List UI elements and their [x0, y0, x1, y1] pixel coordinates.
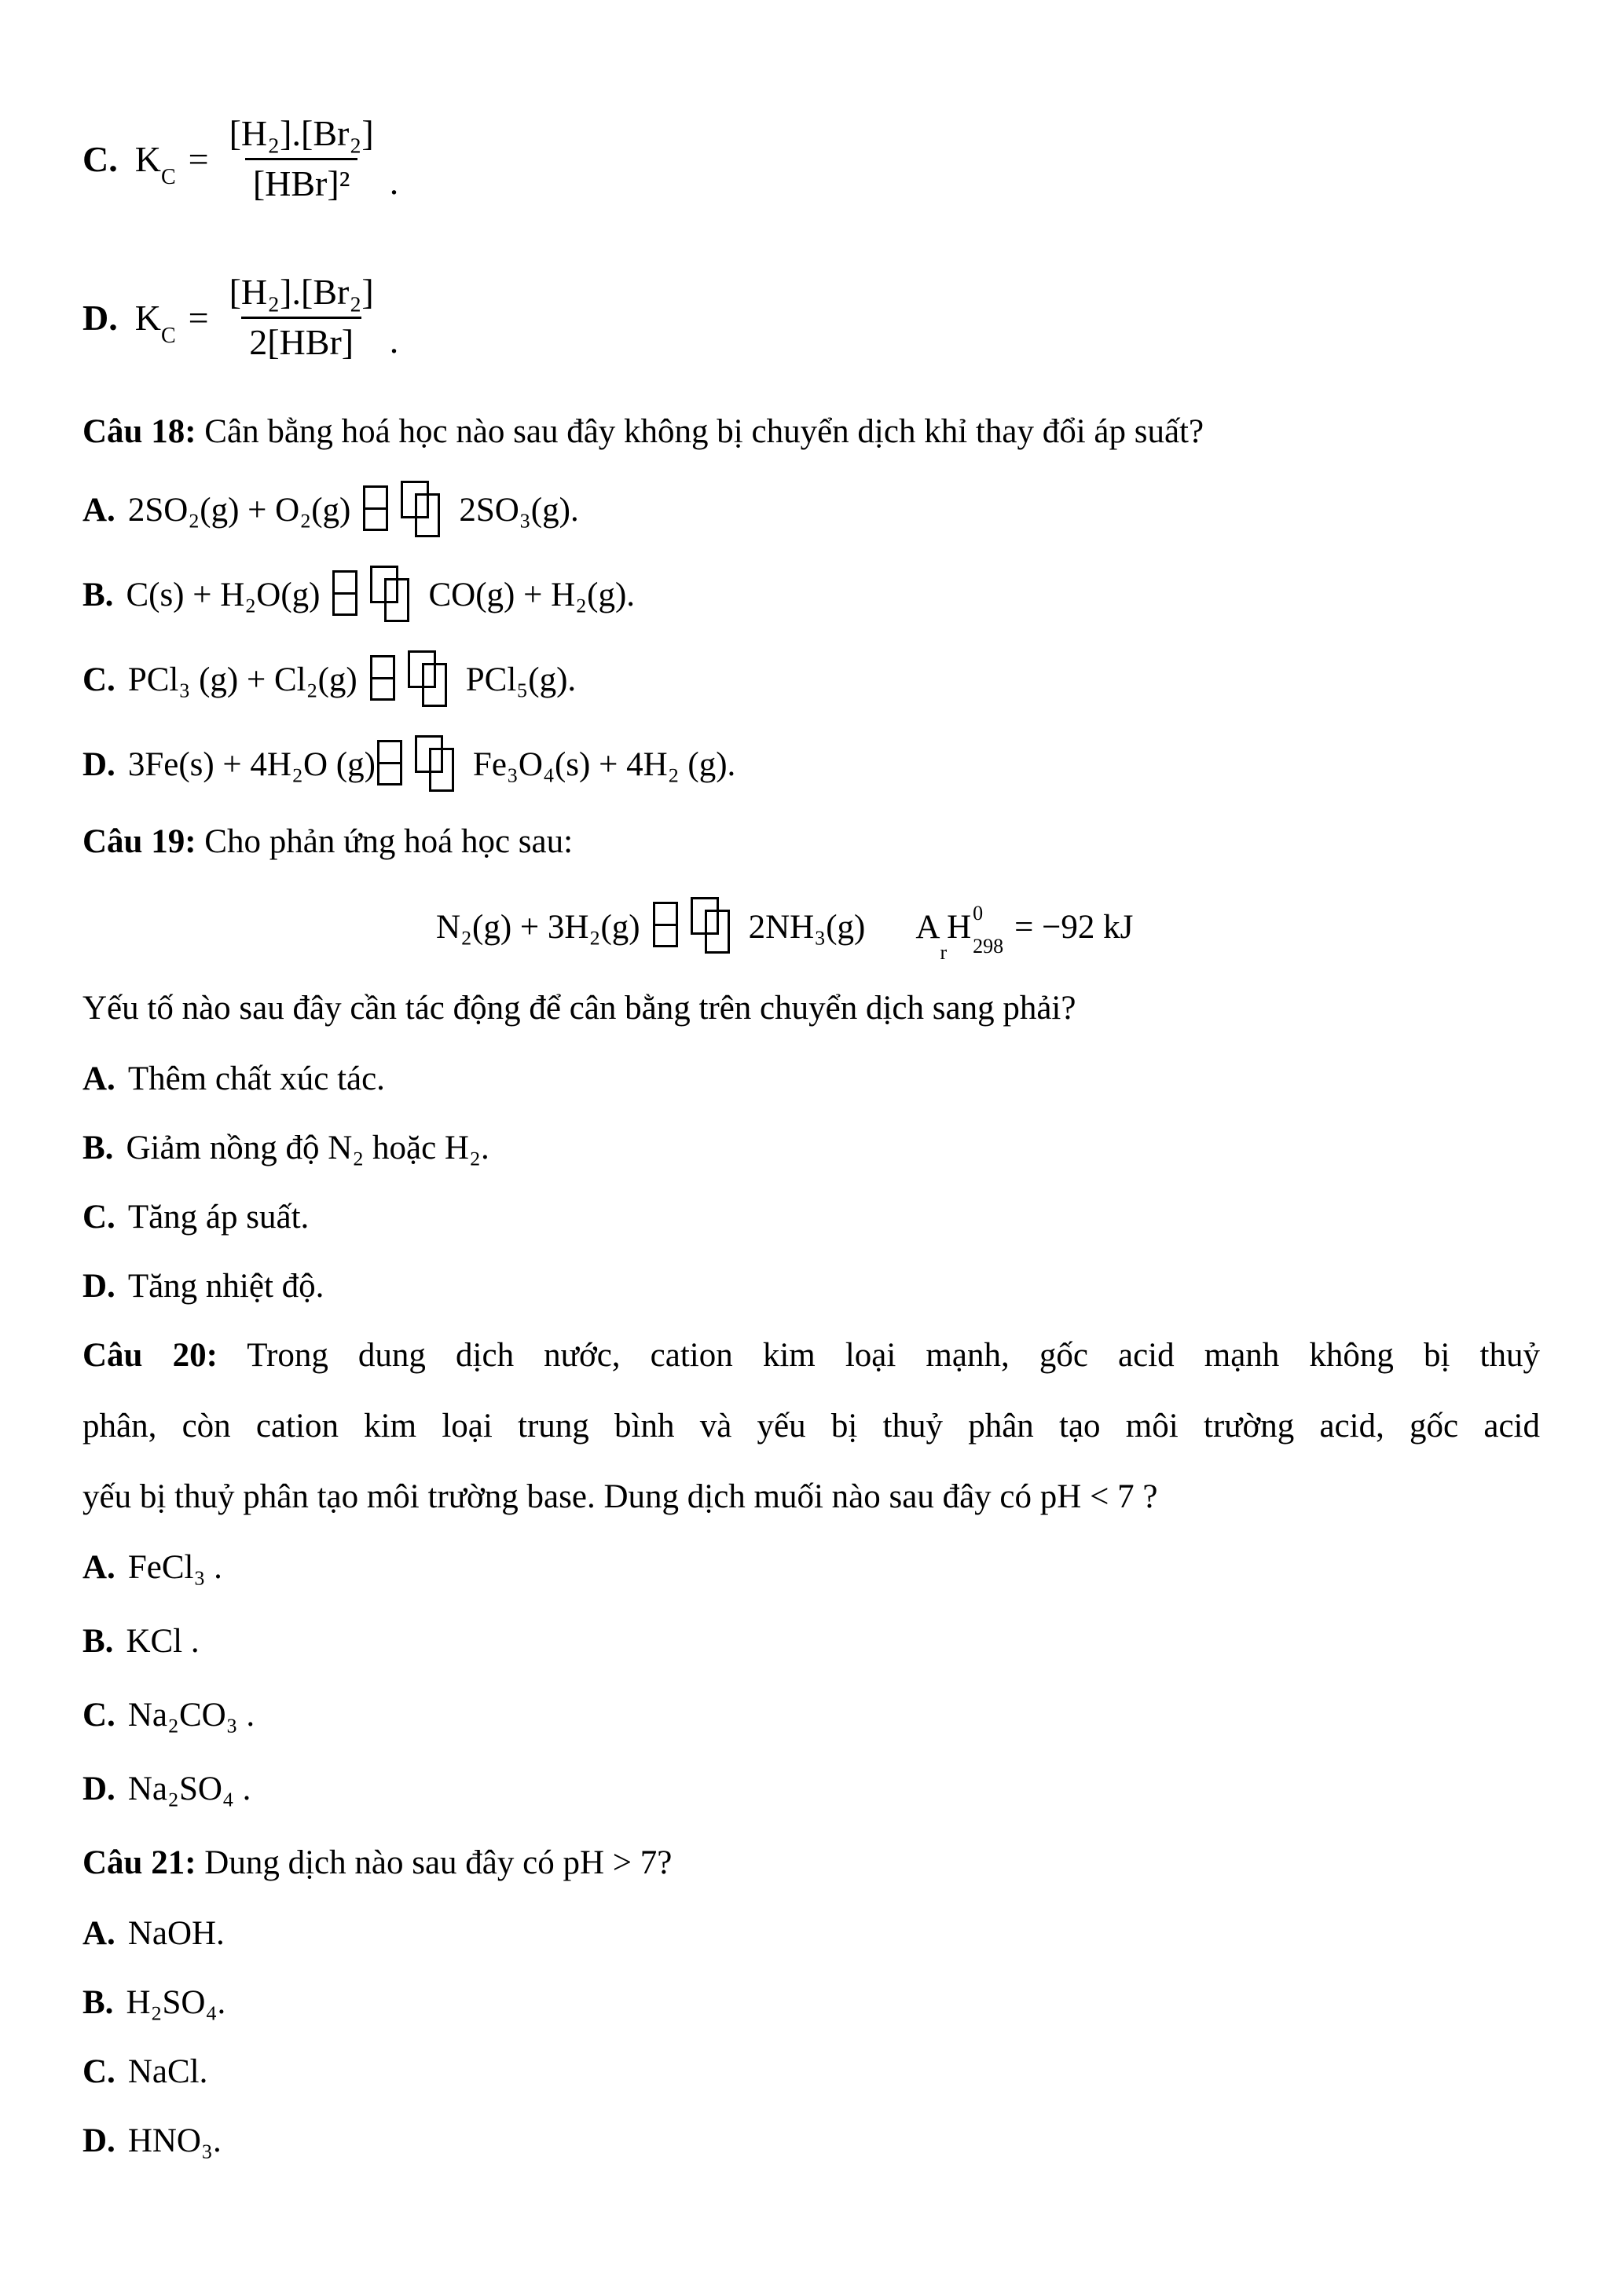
option-text: Tăng nhiệt độ.	[127, 1268, 324, 1305]
option-label: D.	[82, 297, 118, 338]
equals-sign: =	[188, 297, 209, 338]
equals-sign: =	[188, 138, 209, 179]
q21-option-b	[82, 1981, 1540, 2025]
question-text: Trong dung dịch nước, cation kim loại mạnh, gốc acid mạnh không bị thuỷ	[247, 1337, 1540, 1374]
option-label: B.	[82, 577, 114, 613]
reaction-rhs: CO(g) + H₂(g).	[428, 577, 636, 613]
q21-option-a	[82, 1912, 1540, 1956]
option-label: C.	[82, 138, 118, 179]
option-text: Na₂CO₃ .	[127, 1697, 255, 1734]
reaction-lhs: 3Fe(s) + 4H₂O (g)	[127, 746, 376, 783]
option-label: C.	[82, 1199, 115, 1236]
option-label: C.	[82, 2053, 115, 2090]
option-label: A.	[82, 492, 115, 529]
enthalpy-superscript: 0	[973, 902, 984, 925]
q20-option-c	[82, 1694, 1540, 1738]
question-number: Câu 18:	[82, 413, 196, 450]
option-label: C.	[82, 661, 115, 698]
option-text: NaCl.	[127, 2053, 208, 2090]
missing-glyph-equilibrium-arrow-icon	[363, 481, 440, 540]
reaction-rhs: 2NH₃(g)	[748, 908, 866, 946]
q20-option-d	[82, 1767, 1540, 1811]
question-number: Câu 21:	[82, 1844, 196, 1881]
q19-equation	[436, 891, 1540, 963]
question-text: phân, còn cation kim loại trung bình và yếu bị thuỷ phân tạo môi trường acid, gốc acid	[82, 1408, 1540, 1445]
enthalpy-expression	[915, 900, 1134, 964]
option-label: A.	[82, 1549, 115, 1586]
option-text: Giảm nồng độ N₂ hoặc H₂.	[126, 1130, 489, 1166]
fraction-denominator: [HBr]²	[245, 158, 358, 205]
q18-option-a	[82, 481, 1540, 540]
enthalpy-A: A	[915, 908, 940, 946]
fraction-denominator: 2[HBr]	[241, 317, 361, 364]
q18-option-d	[82, 735, 1540, 795]
question-21-title	[82, 1841, 1540, 1885]
missing-glyph-equilibrium-arrow-icon	[377, 735, 454, 795]
reaction-rhs: Fe₃O₄(s) + 4H₂ (g).	[472, 746, 736, 783]
missing-glyph-equilibrium-arrow-icon	[653, 897, 730, 957]
option-label: D.	[82, 2122, 115, 2159]
option-text: Na₂SO₄ .	[127, 1771, 251, 1807]
reaction-rhs: 2SO₃(g).	[459, 492, 579, 529]
option-label: B.	[82, 1984, 114, 2021]
period: .	[389, 320, 399, 361]
missing-glyph-equilibrium-arrow-icon	[332, 566, 409, 625]
enthalpy-subscript-298: 298	[973, 935, 1004, 958]
option-d-formula	[82, 251, 1540, 383]
kc-symbol: $K_C$	[134, 138, 176, 189]
question-19-title	[82, 820, 1540, 864]
enthalpy-sup-sub	[973, 903, 1003, 957]
option-text: FeCl₃ .	[127, 1549, 222, 1586]
question-20-line2	[82, 1404, 1540, 1448]
option-label: A.	[82, 1915, 115, 1952]
q21-option-c	[82, 2050, 1540, 2094]
option-label: C.	[82, 1697, 115, 1734]
option-text: Tăng áp suất.	[127, 1199, 310, 1236]
question-18-title	[82, 410, 1540, 454]
kc-subscript: C	[160, 164, 176, 189]
option-label: B.	[82, 1623, 114, 1660]
option-label: D.	[82, 1771, 115, 1807]
question-intro: Cho phản ứng hoá học sau:	[204, 823, 574, 860]
q21-option-d	[82, 2119, 1540, 2163]
fraction-numerator: [H₂].[Br₂]	[229, 112, 374, 153]
fraction	[222, 272, 382, 364]
reaction-lhs: 2SO₂(g) + O₂(g)	[127, 492, 351, 529]
q20-option-b	[82, 1620, 1540, 1664]
reaction-lhs: C(s) + H₂O(g)	[126, 577, 321, 613]
question-20-line3	[82, 1475, 1540, 1519]
q19-option-a	[82, 1057, 1540, 1101]
q19-option-d	[82, 1265, 1540, 1309]
question-number: Câu 20:	[82, 1337, 218, 1374]
q20-option-a	[82, 1546, 1540, 1590]
fraction-numerator: [H₂].[Br₂]	[229, 271, 374, 312]
question-text: Yếu tố nào sau đây cần tác động để cân bằng trên chuyển dịch sang phải?	[82, 990, 1076, 1027]
q18-option-b	[82, 566, 1540, 625]
reaction-rhs: PCl₅(g).	[465, 661, 577, 698]
option-text: NaOH.	[127, 1915, 225, 1952]
question-20-line1	[82, 1334, 1540, 1378]
fraction	[222, 113, 382, 205]
option-text: KCl .	[126, 1623, 200, 1660]
question-text: Cân bằng hoá học nào sau đây không bị chuyển dịch khỉ thay đổi áp suất?	[204, 413, 1204, 450]
option-c-formula	[82, 93, 1540, 225]
enthalpy-subscript-r: r	[940, 941, 948, 964]
option-text: H₂SO₄.	[126, 1984, 226, 2021]
kc-symbol: $K_C$	[134, 297, 176, 348]
option-text: Thêm chất xúc tác.	[127, 1060, 385, 1097]
q19-option-b	[82, 1126, 1540, 1170]
option-label: D.	[82, 746, 115, 783]
option-text: HNO₃.	[127, 2122, 222, 2159]
option-label: A.	[82, 1060, 115, 1097]
kc-subscript: C	[160, 323, 176, 348]
q19-question	[82, 987, 1540, 1031]
option-label: B.	[82, 1130, 114, 1166]
option-label: D.	[82, 1268, 115, 1305]
enthalpy-H: H	[947, 908, 972, 946]
q18-option-c	[82, 650, 1540, 710]
q19-option-c	[82, 1196, 1540, 1240]
question-text: yếu bị thuỷ phân tạo môi trường base. Dung dịch muối nào sau đây có pH < 7 ?	[82, 1478, 1158, 1515]
reaction-lhs: N₂(g) + 3H₂(g)	[436, 908, 640, 946]
period: .	[389, 162, 399, 202]
enthalpy-value: = −92 kJ	[1014, 908, 1134, 946]
missing-glyph-equilibrium-arrow-icon	[370, 650, 447, 710]
question-text: Dung dịch nào sau đây có pH > 7?	[204, 1844, 673, 1881]
reaction-lhs: PCl₃ (g) + Cl₂(g)	[127, 661, 357, 698]
question-number: Câu 19:	[82, 823, 196, 860]
